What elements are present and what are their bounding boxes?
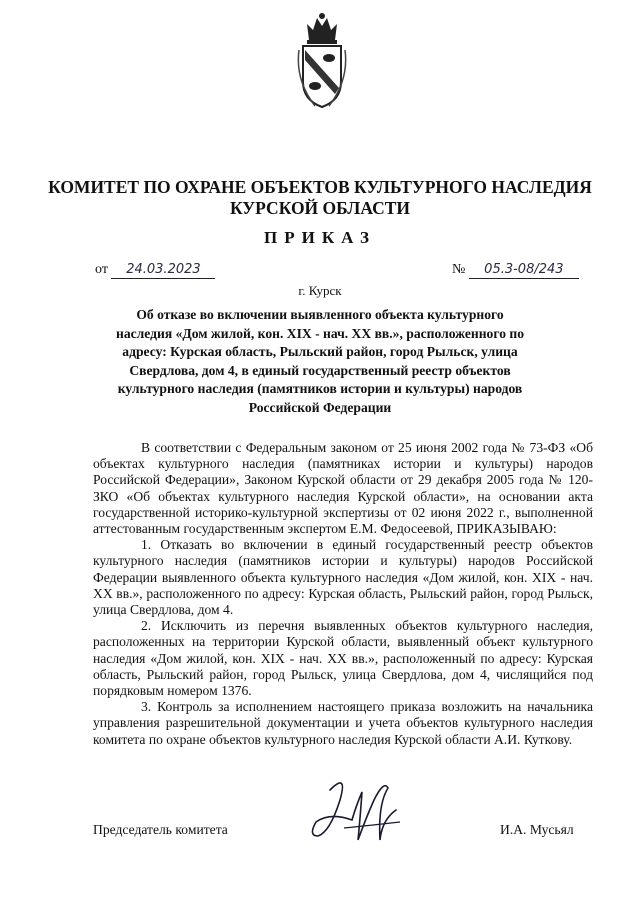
org-name-line2: КУРСКОЙ ОБЛАСТИ [229,198,411,218]
number-value: 05.3-08/243 [484,262,564,277]
coat-of-arms-icon [295,10,349,110]
order-item-2: 2. Исключить из перечня выявленных объектов культурного наследия, расположенных на территории Курской области, выявленный объект культурного наследия «Дом жилой, кон. XIX - нач. XX вв.», расположенный по адресу: Курская область, Рыльский район, город Рыльск, улица Свердлова, дом 4, числящийся под порядковым номером 1376. [93,618,593,699]
signatory-name: И.А. Мусьял [500,822,574,837]
document-date [95,262,215,279]
number-prefix: № [452,262,466,277]
preamble-paragraph: В соответствии с Федеральным законом от 25 июня 2002 года № 73-ФЗ «Об объектах культурного наследия (памятниках истории и культуры) народов Российской Федерации», Законом Курской области от 29 декабря 2005 года № 120-ЗКО «Об объектах культурного наследия Курской области», на основании акта государственной историко-культурной экспертизы от 02 июня 2022 г., выполненной аттестованным государственным экспертом Е.М. Федосеевой, ПРИКАЗЫВАЮ: [93,440,593,537]
order-item-1: 1. Отказать во включении в единый государственный реестр объектов культурного наследия (памятников истории и культуры) народов Российской Федерации выявленного объекта культурного наследия «Дом жилой, кон. XIX - нач. XX вв.», расположенного по адресу: Курская область, Рыльский район, город Рыльск, улица Свердлова, дом 4. [93,537,593,618]
date-value: 24.03.2023 [126,262,201,277]
handwritten-signature-icon [300,770,410,860]
document-type: ПРИКАЗ [264,228,376,247]
date-prefix: от [95,262,108,277]
document-number [452,262,579,279]
signatory-position: Председатель комитета [93,822,228,837]
org-name-line1: КОМИТЕТ ПО ОХРАНЕ ОБЪЕКТОВ КУЛЬТУРНОГО НАСЛЕДИЯ [48,177,592,197]
document-body [93,440,593,748]
order-item-3: 3. Контроль за исполнением настоящего приказа возложить на начальника управления разрешительной документации и учета объектов культурного наследия комитета по охране объектов культурного наследия Курской области А.И. Куткову. [93,699,593,747]
document-title: Об отказе во включении выявленного объекта культурного наследия «Дом жилой, кон. XIX - нач. XX вв.», расположенного по адресу: Курская область, Рыльский район, город Рыльск, улица Свердлова, дом 4, в единый государственный реестр объектов культурного наследия (памятников истории и культуры) народов Российской Федерации [115,307,525,415]
city-label: г. Курск [298,283,342,298]
